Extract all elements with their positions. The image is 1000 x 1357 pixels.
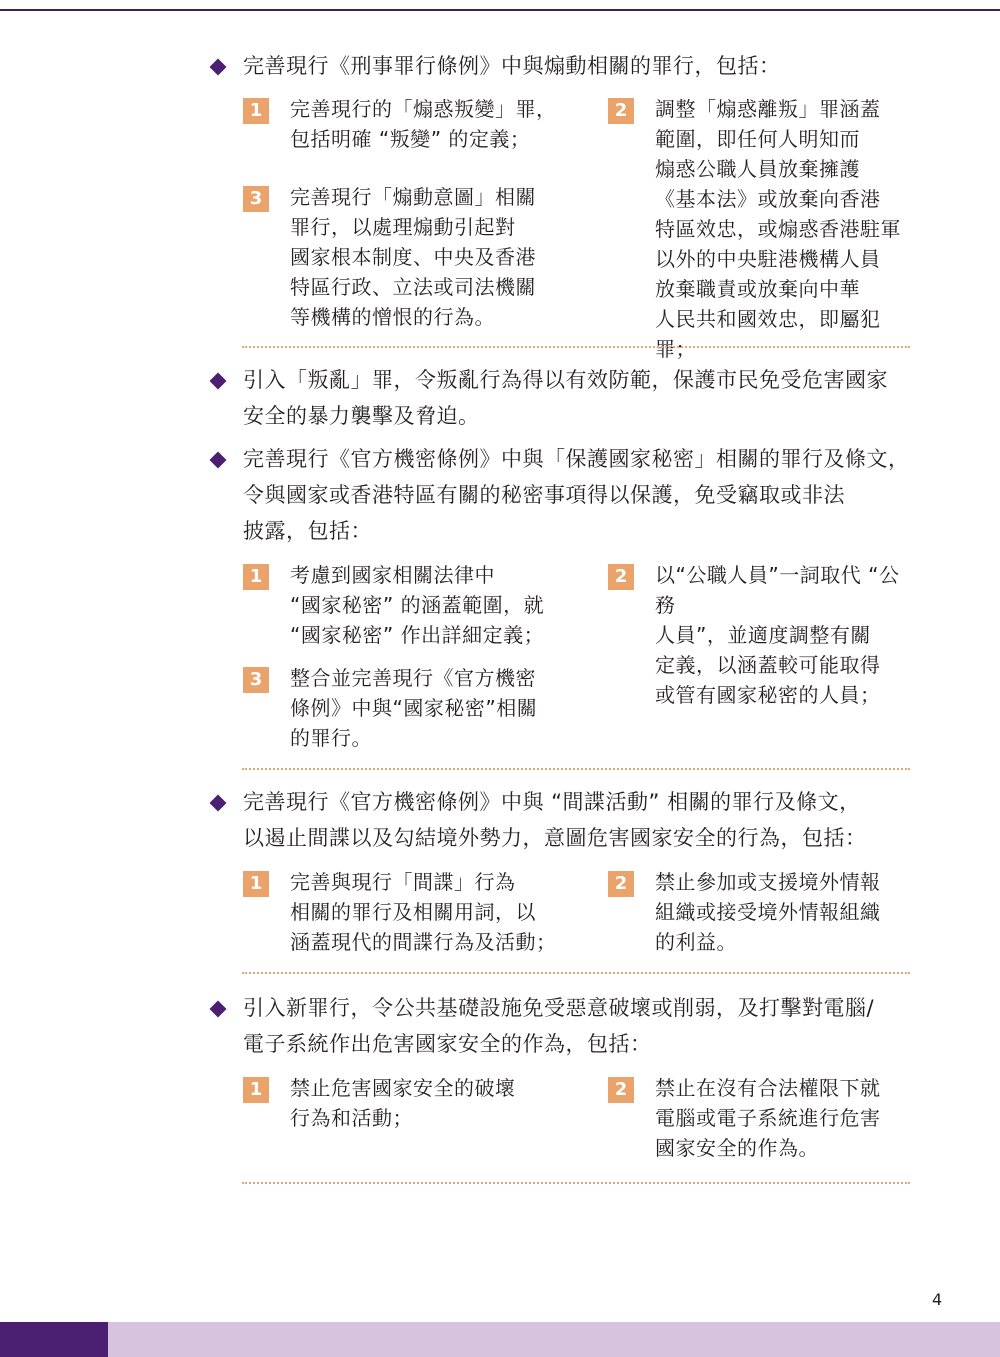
item-text: 整合並完善現行《官方機密 條例》中與“國家秘密”相關 的罪行。	[290, 666, 538, 750]
item-text: 禁止參加或支援境外情報 組織或接受境外情報組織 的利益。	[655, 870, 881, 954]
dotted-divider	[242, 768, 910, 770]
item-number-badge: 2	[608, 98, 634, 124]
item-number-badge: 1	[243, 1077, 269, 1103]
item-number-badge: 2	[608, 871, 634, 897]
item-number-badge: 3	[243, 667, 269, 693]
diamond-bullet-icon	[210, 373, 227, 390]
item-text: 完善現行的「煽惑叛變」罪， 包括明確 “叛變” 的定義；	[290, 97, 557, 151]
diamond-bullet-icon	[210, 795, 227, 812]
diamond-bullet-icon	[210, 1001, 227, 1018]
section-3-intro: 完善現行《官方機密條例》中與「保護國家秘密」相關的罪行及條文， 令與國家或香港特區有關的秘密事項得以保護，免受竊取或非法 披露，包括：	[243, 447, 910, 543]
item-number-badge: 1	[243, 871, 269, 897]
section-4-intro: 完善現行《官方機密條例》中與 “間諜活動” 相關的罪行及條文， 以遏止間諜以及勾結境外勢力，意圖危害國家安全的行為，包括：	[243, 790, 867, 850]
section-5-intro: 引入新罪行，令公共基礎設施免受惡意破壞或削弱，及打擊對電腦/ 電子系統作出危害國家安全的作為，包括：	[243, 996, 875, 1056]
item-text: 以“公職人員”一詞取代 “公務 人員”，並適度調整有關 定義，以涵蓋較可能取得 或管有國家秘密的人員；	[655, 563, 900, 707]
top-rule	[0, 9, 1000, 11]
dotted-divider	[242, 1182, 910, 1184]
footer-bar-light	[108, 1322, 1000, 1357]
item-number-badge: 1	[243, 564, 269, 590]
item-text: 考慮到國家相關法律中 “國家秘密” 的涵蓋範圍，就 “國家秘密” 作出詳細定義；	[290, 563, 545, 647]
diamond-bullet-icon	[210, 452, 227, 469]
section-2-intro: 引入「叛亂」罪，令叛亂行為得以有效防範，保護市民免受危害國家 安全的暴力襲擊及脅迫。	[243, 368, 888, 428]
item-text: 禁止在沒有合法權限下就 電腦或電子系統進行危害 國家安全的作為。	[655, 1076, 881, 1160]
item-number-badge: 2	[608, 1077, 634, 1103]
item-number-badge: 1	[243, 98, 269, 124]
dotted-divider	[242, 346, 910, 348]
item-text: 調整「煽惑離叛」罪涵蓋 範圍，即任何人明知而 煽惑公職人員放棄擁護 《基本法》或放棄向香港 特區效忠，或煽惑香港駐軍 以外的中央駐港機構人員 放棄職責或放棄向中華 人民共和國效忠，即屬犯罪；	[655, 97, 901, 361]
item-text: 完善現行「煽動意圖」相關 罪行，以處理煽動引起對 國家根本制度、中央及香港 特區行政、立法或司法機關 等機構的憎恨的行為。	[290, 185, 536, 329]
page-number: 4	[932, 1290, 943, 1309]
section-1-intro: 完善現行《刑事罪行條例》中與煽動相關的罪行，包括：	[243, 54, 781, 78]
diamond-bullet-icon	[210, 59, 227, 76]
item-number-badge: 2	[608, 564, 634, 590]
item-text: 禁止危害國家安全的破壞 行為和活動；	[290, 1076, 516, 1130]
item-text: 完善與現行「間諜」行為 相關的罪行及相關用詞，以 涵蓋現代的間諜行為及活動；	[290, 870, 557, 954]
dotted-divider	[242, 972, 910, 974]
item-number-badge: 3	[243, 186, 269, 212]
footer-bar-dark	[0, 1322, 108, 1357]
